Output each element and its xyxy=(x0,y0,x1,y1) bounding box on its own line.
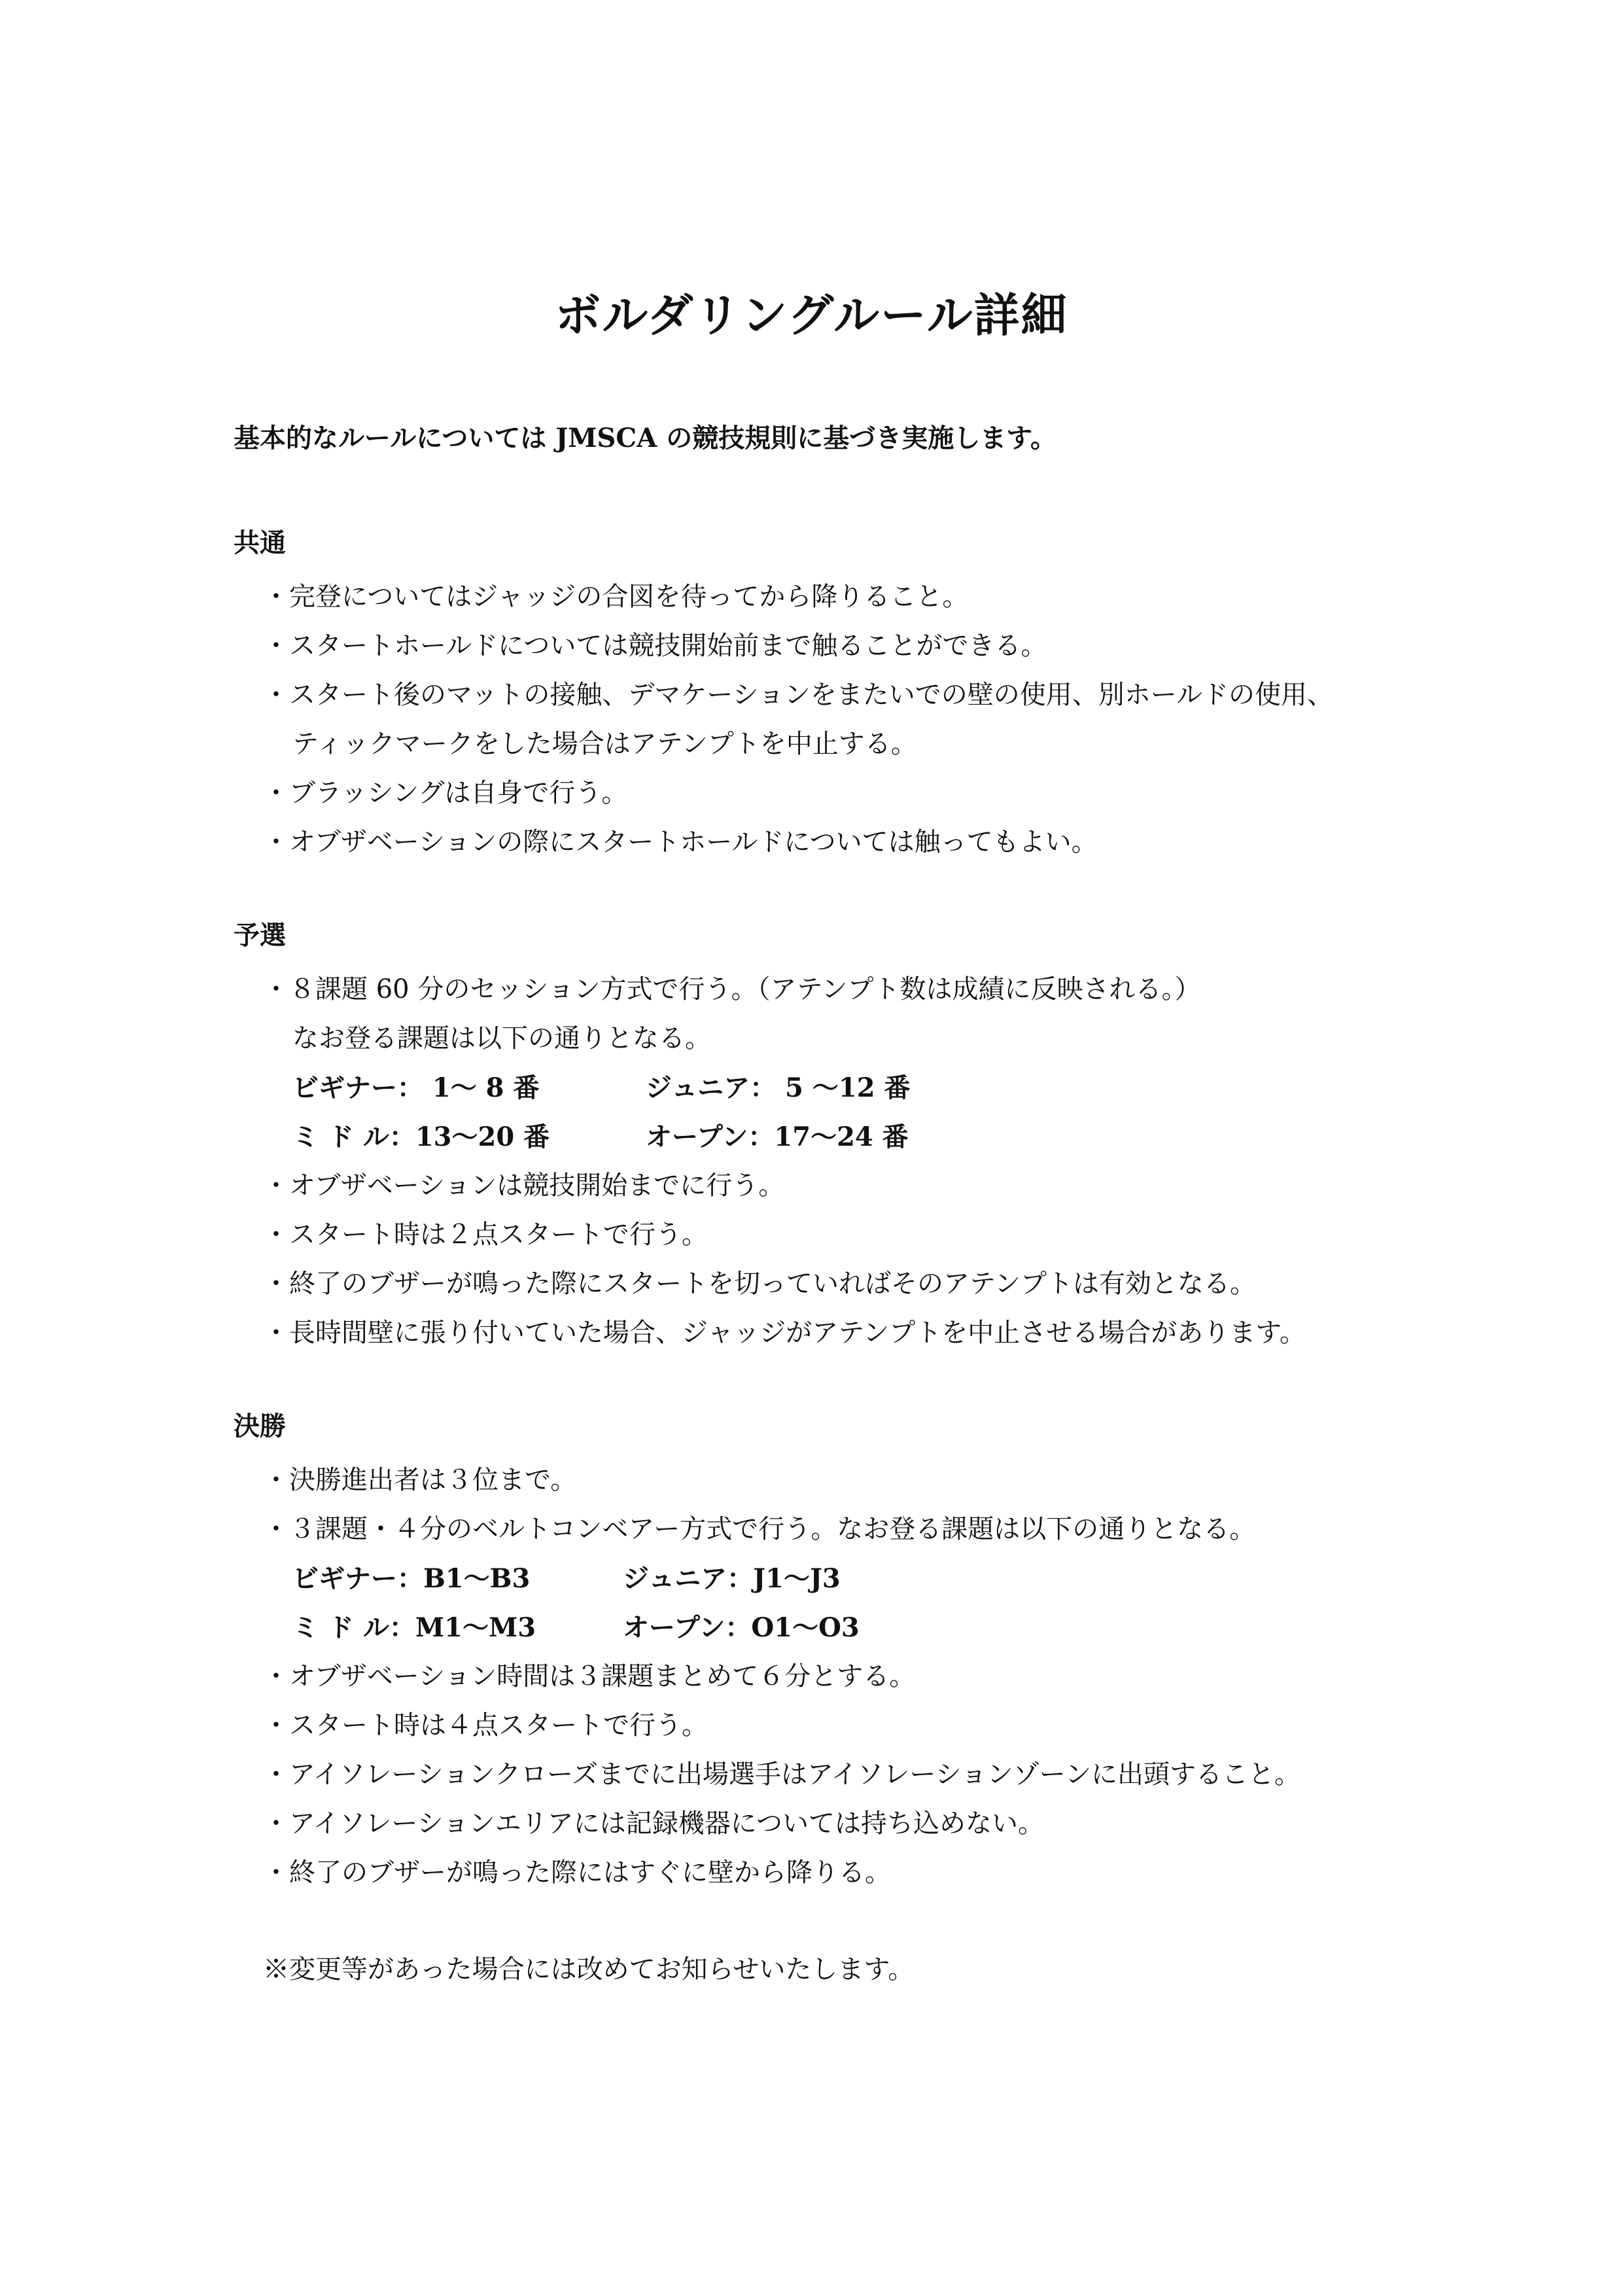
rule-item: ・オブザベーションは競技開始までに行う。 xyxy=(263,1171,785,1201)
section-heading-qualifier: 予選 xyxy=(234,920,286,951)
rule-item: ・完登についてはジャッジの合図を待ってから降りること。 xyxy=(263,582,969,612)
section-qualifier xyxy=(234,916,1476,1358)
rule-item-continuation: ティックマークをした場合はアテンプトを中止する。 xyxy=(292,729,917,759)
problem-middle: ミ ド ル：M1〜M3 xyxy=(292,1612,536,1643)
problem-middle: ミ ド ル：13〜20 番 xyxy=(292,1122,550,1152)
problem-open: オープン：O1〜O3 xyxy=(623,1612,860,1643)
rule-item: ・オブザベーション時間は３課題まとめて６分とする。 xyxy=(263,1661,916,1691)
rule-item: ・決勝進出者は３位まで。 xyxy=(263,1465,577,1495)
problem-row xyxy=(234,1554,1476,1603)
rule-item: ・アイソレーションクローズまでに出場選手はアイソレーションゾーンに出頭すること。 xyxy=(263,1759,1300,1790)
rule-item: ・スタート時は４点スタートで行う。 xyxy=(263,1710,708,1740)
rule-item: ・終了のブザーが鳴った際にはすぐに壁から降りる。 xyxy=(263,1858,891,1888)
section-final xyxy=(234,1407,1476,1898)
rule-item: ・スタート後のマットの接触、デマケーションをまたいでの壁の使用、別ホールドの使用、 xyxy=(263,680,1333,710)
document-title: ボルダリングルール詳細 xyxy=(555,288,1068,342)
intro-text: 基本的なルールについては JMSCA の競技規則に基づき実施します。 xyxy=(234,423,1057,453)
problem-junior: ジュニア：J1〜J3 xyxy=(623,1563,841,1594)
rule-item: ・アイソレーションエリアには記録機器については持ち込めない。 xyxy=(263,1809,1044,1839)
problem-row xyxy=(234,1063,1476,1112)
rule-item: ・ブラッシングは自身で行う。 xyxy=(263,778,628,808)
problem-open: オープン：17〜24 番 xyxy=(646,1122,909,1152)
section-common xyxy=(234,523,1476,867)
closing-note: ※変更等があった場合には改めてお知らせいたします。 xyxy=(263,1954,915,1985)
rule-item: ・長時間壁に張り付いていた場合、ジャッジがアテンプトを中止させる場合があります。 xyxy=(263,1318,1306,1348)
rule-item: ・オブザベーションの際にスタートホールドについては触ってもよい。 xyxy=(263,827,1098,857)
rule-item-continuation: なお登る課題は以下の通りとなる。 xyxy=(292,1023,711,1053)
problem-beginner: ビギナー： 1〜 8 番 xyxy=(292,1072,540,1103)
problem-beginner: ビギナー：B1〜B3 xyxy=(292,1563,531,1594)
rule-item: ・８課題 60 分のセッション方式で行う。（アテンプト数は成績に反映される。） xyxy=(263,974,1201,1004)
problem-junior: ジュニア： 5 〜12 番 xyxy=(646,1072,911,1103)
problem-row xyxy=(234,1112,1476,1161)
section-heading-common: 共通 xyxy=(234,527,286,558)
rule-item: ・３課題・４分のベルトコンベアー方式で行う。なお登る課題は以下の通りとなる。 xyxy=(263,1514,1256,1544)
rule-item: ・終了のブザーが鳴った際にスタートを切っていればそのアテンプトは有効となる。 xyxy=(263,1269,1256,1299)
problem-row xyxy=(234,1603,1476,1652)
rule-item: ・スタートホールドについては競技開始前まで触ることができる。 xyxy=(263,631,1047,661)
rule-item: ・スタート時は２点スタートで行う。 xyxy=(263,1220,708,1250)
section-heading-final: 決勝 xyxy=(234,1411,286,1441)
